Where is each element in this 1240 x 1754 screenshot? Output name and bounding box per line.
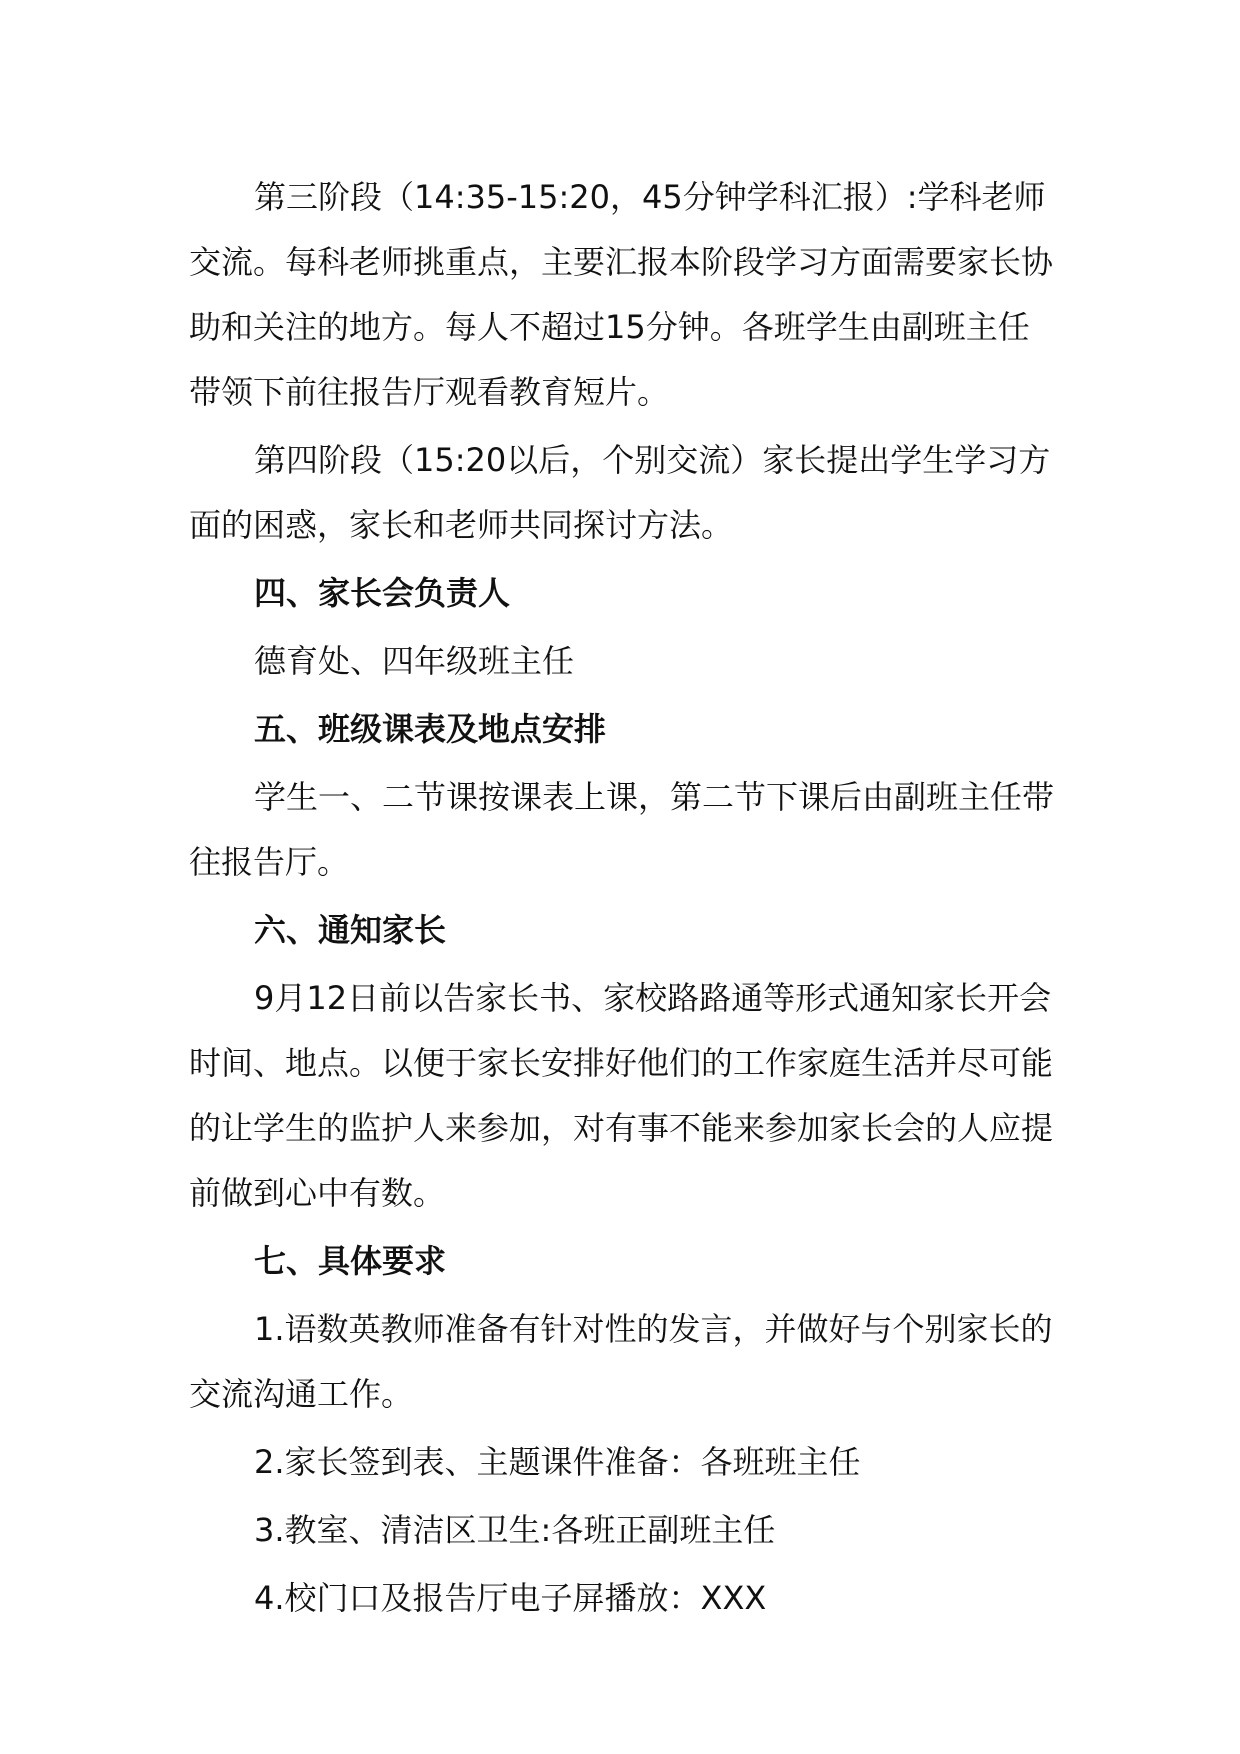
paragraph-stage-four: 第四阶段（15:20以后，个别交流）家长提出学生学习方面的困惑，家长和老师共同探讨方法。: [189, 441, 1051, 544]
section-heading-responsible: 四、家长会负责人: [254, 574, 511, 612]
document-page: [189, 165, 1059, 1634]
requirement-item: 4.校门口及报告厅电子屏播放：XXX: [254, 1579, 767, 1617]
section-body-schedule: 学生一、二节课按课表上课，第二节下课后由副班主任带往报告厅。: [189, 778, 1055, 881]
requirement-item: 2.家长签到表、主题课件准备：各班班主任: [254, 1443, 861, 1481]
requirement-item: 3.教室、清洁区卫生:各班正副班主任: [254, 1511, 776, 1549]
section-body-notify-parents: 9月12日前以告家长书、家校路路通等形式通知家长开会时间、地点。以便于家长安排好他们的工作家庭生活并尽可能的让学生的监护人来参加，对有事不能来参加家长会的人应提前做到心中有数。: [189, 979, 1054, 1212]
requirement-item: 1.语数英教师准备有针对性的发言，并做好与个别家长的交流沟通工作。: [189, 1310, 1053, 1413]
section-heading-schedule: 五、班级课表及地点安排: [254, 710, 607, 748]
section-heading-requirements: 七、具体要求: [254, 1242, 447, 1280]
section-heading-notify-parents: 六、通知家长: [254, 911, 447, 949]
paragraph-stage-three: 第三阶段（14:35-15:20，45分钟学科汇报）:学科老师交流。每科老师挑重点，主要汇报本阶段学习方面需要家长协助和关注的地方。每人不超过15分钟。各班学生由副班主任带领下前往报告厅观看教育短片。: [189, 178, 1054, 411]
section-body-responsible: 德育处、四年级班主任: [254, 642, 575, 680]
